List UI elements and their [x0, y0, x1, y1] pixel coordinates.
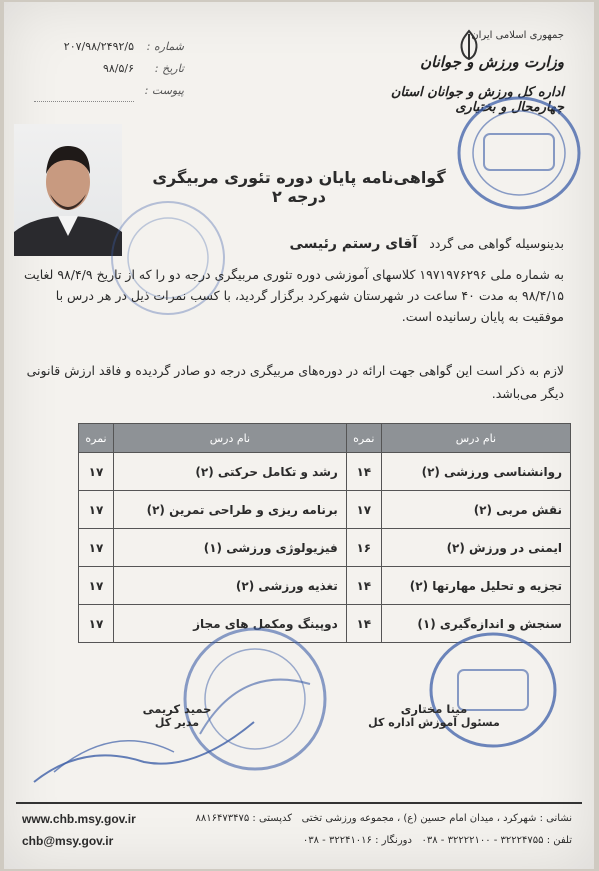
table-row: [79, 491, 571, 529]
course-cell: روانشناسی ورزشی (۲): [381, 453, 570, 491]
header-course-1: نام درس: [381, 424, 570, 453]
address-label: نشانی :: [539, 813, 572, 824]
website-link[interactable]: www.chb.msy.gov.ir: [22, 812, 136, 826]
course-cell: سنجش و اندازه‌گیری (۱): [381, 605, 570, 643]
grade-cell: ۱۷: [79, 491, 114, 529]
course-cell: دوپینگ ومکمل های مجاز: [114, 605, 347, 643]
address-text: شهرکرد ، میدان امام حسین (ع) ، مجموعه ورزشی تختی: [301, 813, 537, 824]
course-cell: رشد و تکامل حرکتی (۲): [114, 453, 347, 491]
course-cell: تغذیه ورزشی (۲): [114, 567, 347, 605]
letter-meta: [34, 36, 184, 102]
table-header-row: [79, 424, 571, 453]
fax-text: ۳۲۲۴۱۰۱۶ - ۰۳۸: [302, 835, 372, 846]
header-grade-2: نمره: [79, 424, 114, 453]
header-course-2: نام درس: [114, 424, 347, 453]
intro-text: بدینوسیله گواهی می گردد: [429, 236, 564, 251]
header-grade-1: نمره: [346, 424, 381, 453]
officer-name: مینا مختاری: [400, 702, 468, 716]
grades-table: [78, 423, 571, 643]
grade-cell: ۱۴: [346, 453, 381, 491]
course-cell: برنامه ریزی و طراحی تمرین (۲): [114, 491, 347, 529]
footer-address: [152, 808, 572, 852]
grade-cell: ۱۷: [346, 491, 381, 529]
certificate-title: گواهی‌نامه پایان دوره تئوری مربیگری درجه ۲: [152, 168, 446, 206]
attachment-line: [34, 80, 134, 102]
email-link[interactable]: chb@msy.gov.ir: [22, 834, 114, 848]
phone-text: ۳۲۲۲۴۷۵۵ - ۳۲۲۲۲۱۰۰ - ۰۳۸: [421, 835, 544, 846]
grade-cell: ۱۴: [346, 567, 381, 605]
course-cell: تجزیه و تحلیل مهارتها (۲): [381, 567, 570, 605]
republic-label: جمهوری اسلامی ایران: [471, 30, 564, 41]
grade-cell: ۱۴: [346, 605, 381, 643]
grade-cell: ۱۶: [346, 529, 381, 567]
general-office-name: اداره کل ورزش و جوانان استان چهارمحال و بختیاری: [390, 85, 564, 115]
footer-web: [22, 808, 136, 852]
intro-line: [16, 236, 564, 252]
postcode-label: کدپستی :: [252, 813, 293, 824]
course-cell: فیزیولوژی ورزشی (۱): [114, 529, 347, 567]
officer-title: مسئول آموزش اداره کل: [368, 716, 500, 729]
validity-note: لازم به ذکر است این گواهی جهت ارائه در دوره‌های مربیگری درجه دو صادر گردیده و فاقد ارزش قانونی دیگر می‌باشد.: [26, 363, 564, 401]
letter-number: ۲۰۷/۹۸/۲۴۹۲/۵: [63, 40, 134, 53]
course-cell: ایمنی در ورزش (۲): [381, 529, 570, 567]
certificate-paragraph: به شماره ملی ۱۹۷۱۹۷۶۲۹۶ کلاسهای آموزشی دوره تئوری مربیگری درجه دو را که از تاریخ ۹۸/۴/۹ لغایت ۹۸/۴/۱۵ به مدت ۴۰ ساعت در شهرستان شهرکرد برگزار گردید، با کسب نمرات ذیل در هر درس با موفقیت به پایان رسانیده است.: [23, 267, 564, 324]
grade-cell: ۱۷: [79, 453, 114, 491]
ministry-name: وزارت ورزش و جوانان: [420, 53, 564, 71]
table-row: [79, 529, 571, 567]
number-label: شماره :: [146, 40, 184, 53]
table-row: [79, 567, 571, 605]
letter-date: ۹۸/۵/۶: [102, 62, 134, 75]
footer-divider: [16, 802, 582, 804]
recipient-name: آقای رستم رئیسی: [289, 236, 418, 252]
director-title: مدیر کل: [154, 716, 200, 729]
training-officer-signature: [364, 702, 504, 729]
grade-cell: ۱۷: [79, 567, 114, 605]
training-stamp-icon: [428, 630, 558, 750]
course-cell: نقش مربی (۲): [381, 491, 570, 529]
director-signature: [122, 702, 232, 729]
postcode-text: ۸۸۱۶۴۷۳۴۷۵: [195, 813, 250, 824]
director-name: حمید کریمی: [142, 702, 212, 716]
office-stamp-icon: [456, 94, 582, 212]
grade-cell: ۱۷: [79, 529, 114, 567]
fax-label: دورنگار :: [375, 835, 412, 846]
attachment-label: پیوست :: [144, 84, 184, 97]
date-label: تاریخ :: [154, 62, 184, 75]
grade-cell: ۱۷: [79, 605, 114, 643]
certificate-page: [4, 2, 594, 869]
phone-label: تلفن :: [546, 835, 572, 846]
table-row: [79, 453, 571, 491]
